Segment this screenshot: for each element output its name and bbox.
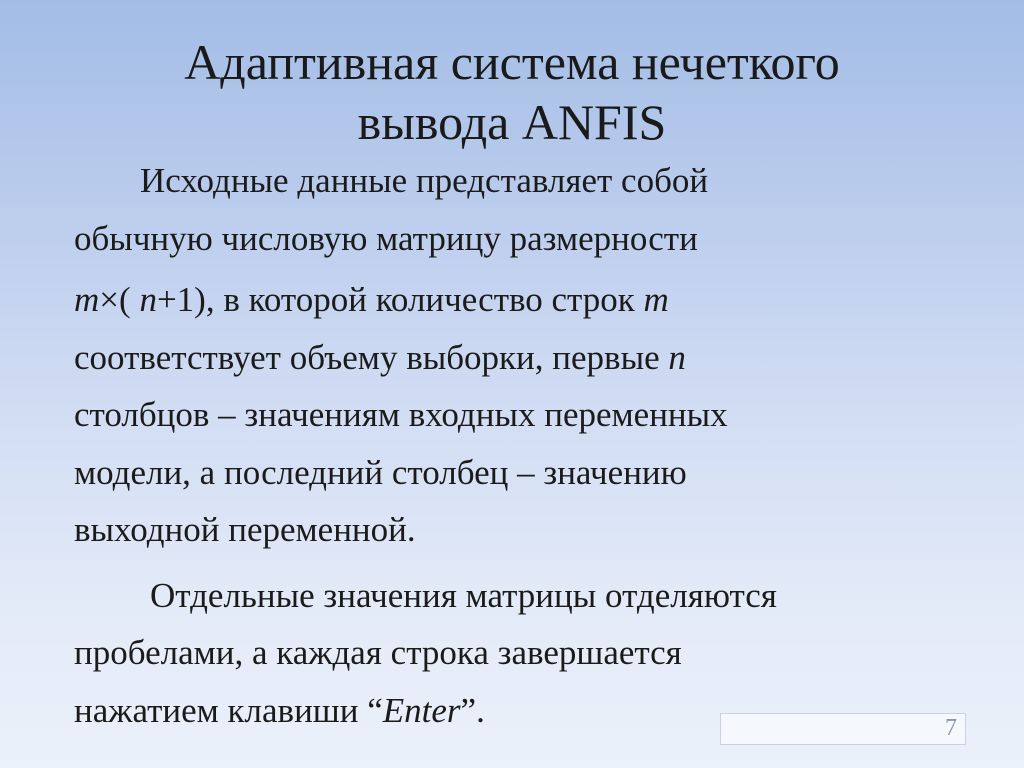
body-line: столбцов – значениям входных переменных [74, 395, 728, 434]
body-line: обычную числовую матрицу размерности [74, 218, 698, 258]
var-n: n [139, 280, 157, 319]
line-text: +1), в которой количество строк [156, 280, 644, 319]
paragraph-input-data [74, 152, 984, 559]
line-text: ”. [460, 690, 485, 730]
body-line: пробелами, а каждая строка завершается [74, 633, 682, 672]
body-line: Отдельные значения матрицы отделяются [150, 575, 777, 615]
line-text: нажатием клавиши “ [74, 690, 383, 730]
enter-key-label: Enter [382, 690, 461, 730]
var-m: m [74, 280, 100, 319]
title-line-2: вывода ANFIS [357, 94, 667, 150]
slide-title [60, 32, 964, 152]
slide-number-box [720, 713, 966, 745]
body-line [74, 329, 984, 387]
var-m: m [643, 280, 669, 319]
body-line-matrix-size [74, 271, 984, 329]
slide-body [74, 152, 984, 739]
line-text: соответствует объему выборки, первые [74, 337, 669, 377]
times-symbol: ×( [99, 280, 140, 319]
var-n: n [668, 337, 686, 377]
title-line-1: Адаптивная система нечеткого [184, 34, 840, 90]
body-line: Исходные данные представляет собой [140, 161, 709, 200]
slide-number: 7 [945, 715, 957, 741]
body-line: выходной переменной. [74, 510, 416, 549]
body-line: модели, а последний столбец – значению [74, 452, 687, 492]
